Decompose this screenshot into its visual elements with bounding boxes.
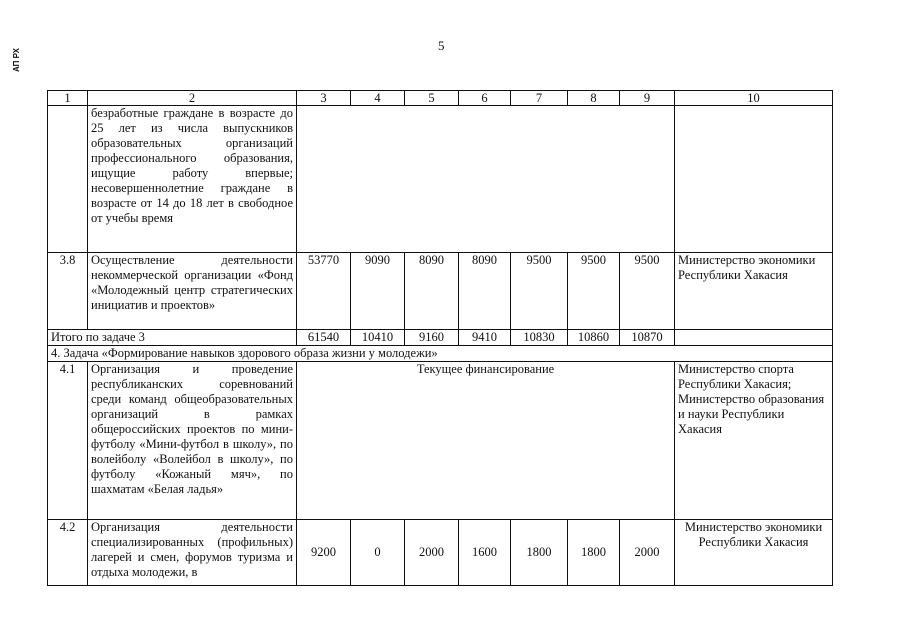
value-cell: 10860 (568, 330, 620, 346)
row-number: 3.8 (48, 253, 88, 330)
value-cell: 9500 (511, 253, 568, 330)
column-header: 7 (511, 91, 568, 106)
column-header: 4 (351, 91, 405, 106)
column-header: 3 (297, 91, 351, 106)
archive-stamp: АП РХ (12, 48, 21, 73)
column-header: 6 (459, 91, 511, 106)
column-header: 1 (48, 91, 88, 106)
row-number: 4.1 (48, 362, 88, 520)
value-cell: 1800 (568, 520, 620, 586)
value-cell: 10410 (351, 330, 405, 346)
column-header: 5 (405, 91, 459, 106)
value-cell: 9410 (459, 330, 511, 346)
value-cell: 9160 (405, 330, 459, 346)
executor-cell: Министерство экономики Республики Хакасия (675, 520, 833, 586)
table-row (48, 106, 833, 253)
task-heading-row (48, 346, 833, 362)
value-cell: 8090 (405, 253, 459, 330)
task-heading: 4. Задача «Формирование навыков здорового образа жизни у молодежи» (48, 346, 833, 362)
value-cell: 2000 (405, 520, 459, 586)
value-cell: 10830 (511, 330, 568, 346)
value-cell: 2000 (620, 520, 675, 586)
measure-text: Осуществление деятельности некоммерческой организации «Фонд «Молодежный центр стратегических инициатив и проектов» (88, 253, 297, 330)
value-cell: 1600 (459, 520, 511, 586)
executor-cell: Министерство спорта Республики Хакасия; Министерство образования и науки Республики Хакасия (675, 362, 833, 520)
table-row (48, 253, 833, 330)
row-number: 4.2 (48, 520, 88, 586)
financing-note: Текущее финансирование (297, 362, 675, 520)
value-cell: 61540 (297, 330, 351, 346)
value-cell: 1800 (511, 520, 568, 586)
value-cell: 0 (351, 520, 405, 586)
budget-table (47, 90, 833, 586)
value-cell: 9200 (297, 520, 351, 586)
value-cell: 9500 (620, 253, 675, 330)
value-cell: 9090 (351, 253, 405, 330)
value-cell: 9500 (568, 253, 620, 330)
value-cell: 53770 (297, 253, 351, 330)
column-header: 10 (675, 91, 833, 106)
total-row (48, 330, 833, 346)
total-label: Итого по задаче 3 (48, 330, 297, 346)
measure-text: Организация и проведение республиканских соревнований среди команд общеобразовательных организаций в рамках общероссийских проектов по мини-футболу «Мини-футбол в школу», по волейболу «Волейбол в школу», по футболу «Кожаный мяч», по шахматам «Белая ладья» (88, 362, 297, 520)
page-number: 5 (438, 38, 445, 53)
column-header: 8 (568, 91, 620, 106)
measure-text: безработные граждане в возрасте до 25 лет из числа выпускников образовательных организаций профессионального образования, ищущие работу впервые; несовершеннолетние граждане в возрасте от 14 до 18 лет в свободное от учебы время (88, 106, 297, 253)
value-cell: 8090 (459, 253, 511, 330)
measure-text: Организация деятельности специализированных (профильных) лагерей и смен, форумов туризма и отдыха молодежи, в (88, 520, 297, 586)
column-header: 9 (620, 91, 675, 106)
value-cell: 10870 (620, 330, 675, 346)
table-row (48, 520, 833, 586)
header-row (48, 91, 833, 106)
executor-cell: Министерство экономики Республики Хакасия (675, 253, 833, 330)
column-header: 2 (88, 91, 297, 106)
table-row (48, 362, 833, 520)
